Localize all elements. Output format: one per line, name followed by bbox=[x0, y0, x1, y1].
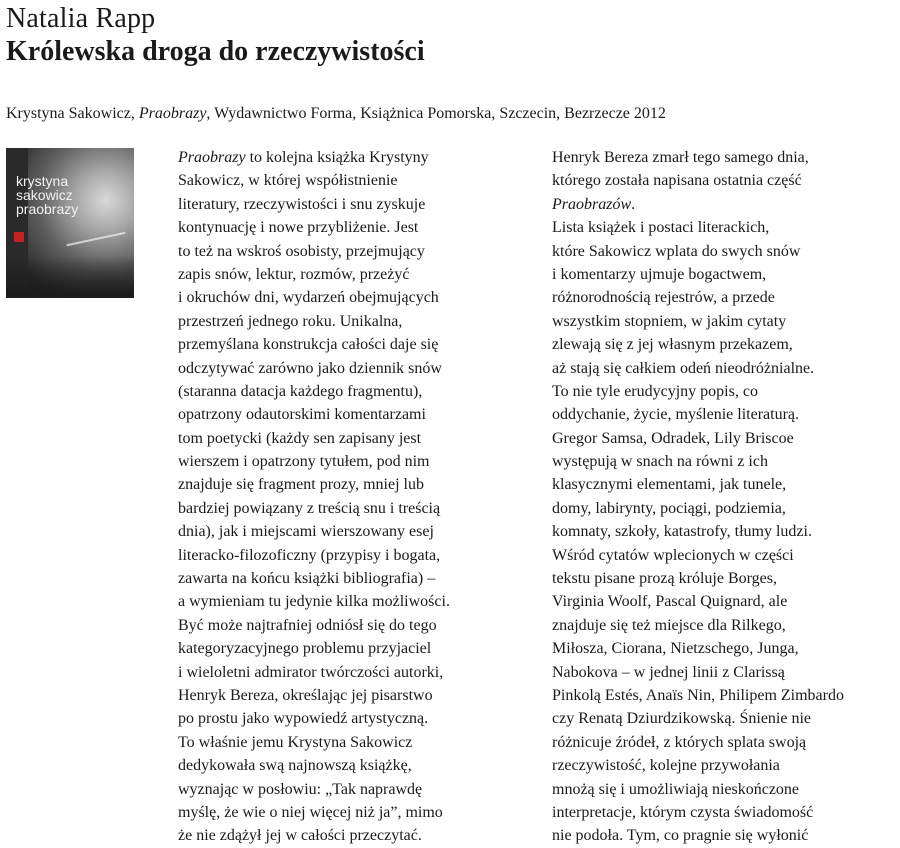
text-line: Nabokova – w jednej linii z Clarissą bbox=[552, 663, 785, 681]
text-line: Wśród cytatów wplecionych w części bbox=[552, 546, 794, 564]
text-line: i wieloletni admirator twórczości autorki, bbox=[178, 663, 444, 681]
text-line: Pinkolą Estés, Anaïs Nin, Philipem Zimbardo bbox=[552, 686, 844, 704]
text-line bbox=[552, 193, 898, 216]
article-title: Królewska droga do rzeczywistości bbox=[6, 36, 425, 67]
cover-line-author-first: krystyna bbox=[16, 173, 69, 189]
text-line: znajduje się też miejsce dla Rilkego, bbox=[552, 616, 786, 634]
text-line: kontynuację i nowe przybliżenie. Jest bbox=[178, 219, 419, 237]
text-line: Virginia Woolf, Pascal Quignard, ale bbox=[552, 593, 788, 611]
text-line: a wymieniam tu jedynie kilka możliwości. bbox=[178, 593, 450, 611]
text-line: Gregor Samsa, Odradek, Lily Briscoe bbox=[552, 429, 794, 447]
author-name: Natalia Rapp bbox=[6, 3, 156, 34]
text-line: mnożą się i umożliwiają nieskończone bbox=[552, 780, 800, 798]
text-line: które Sakowicz wplata do swych snów bbox=[552, 242, 801, 260]
text-line bbox=[178, 146, 510, 169]
text-line: dedykowała swą najnowszą książkę, bbox=[178, 757, 412, 775]
text-line: znajduje się fragment prozy, mniej lub bbox=[178, 476, 424, 494]
cover-text bbox=[16, 174, 78, 216]
bibliographic-note bbox=[6, 104, 666, 124]
text-line: To nie tyle erudycyjny popis, co bbox=[552, 382, 758, 400]
book-title-italic: Praobrazów bbox=[552, 195, 632, 213]
text-line: i okruchów dni, wydarzeń obejmujących bbox=[178, 289, 439, 307]
text-line: Być może najtrafniej odniósł się do tego bbox=[178, 616, 437, 634]
book-cover-image bbox=[6, 148, 134, 298]
cover-light-streak bbox=[66, 232, 125, 246]
text-line: literacko-filozoficzny (przypisy i bogata, bbox=[178, 546, 441, 564]
text-line: klasycznymi elementami, jak tunele, bbox=[552, 476, 787, 494]
cover-line-title: praobrazy bbox=[16, 201, 79, 217]
cover-line-author-last: sakowicz bbox=[16, 187, 73, 203]
book-title-italic: Praobrazy bbox=[178, 149, 246, 166]
bib-publication: , Wydawnictwo Forma, Książnica Pomorska, Szczecin, Bezrzecze 2012 bbox=[206, 105, 666, 122]
text-line: przemyślana konstrukcja całości daje się bbox=[178, 336, 439, 354]
text-line: Lista książek i postaci literackich, bbox=[552, 219, 770, 237]
text-line: występują w snach na równi z ich bbox=[552, 453, 768, 471]
bib-author: Krystyna Sakowicz, bbox=[6, 105, 139, 122]
text-line: tekstu pisane prozą króluje Borges, bbox=[552, 570, 777, 588]
text-line: to też na wskroś osobisty, przejmujący bbox=[178, 242, 425, 260]
text-column-left bbox=[178, 146, 510, 848]
cover-shade bbox=[6, 256, 134, 298]
text-line: komnaty, szkoły, katastrofy, tłumy ludzi. bbox=[552, 523, 812, 541]
left-column-lines bbox=[178, 169, 510, 847]
text-line: zlewają się z jej własnym przekazem, bbox=[552, 336, 793, 354]
text-line: nie podoła. Tym, co pragnie się wyłonić bbox=[552, 827, 809, 845]
text-line: interpretacje, którym czysta świadomość bbox=[552, 803, 814, 821]
cover-red-mark bbox=[14, 232, 24, 242]
text-line: którego została napisana ostatnia część bbox=[552, 172, 802, 190]
text-line: oddychanie, życie, myślenie literaturą. bbox=[552, 406, 800, 424]
text-column-right bbox=[552, 146, 898, 848]
text-line: czy Renatą Dziurdzikowską. Śnienie nie bbox=[552, 710, 812, 728]
text-line: dnia), jak i miejscami wierszowany esej bbox=[178, 523, 434, 541]
text-line: że nie zdążył jej w całości przeczytać. bbox=[178, 827, 422, 845]
right-column-lines bbox=[552, 216, 898, 848]
text-line: bardziej powiązany z treścią snu i treścią bbox=[178, 499, 441, 517]
text-line: To właśnie jemu Krystyna Sakowicz bbox=[178, 733, 413, 751]
text-line: domy, labirynty, pociągi, podziemia, bbox=[552, 499, 786, 517]
text-fragment: to kolejna książka Krystyny bbox=[245, 149, 429, 166]
bib-book-title: Praobrazy bbox=[138, 105, 207, 122]
text-line: i komentarzy ujmuje bogactwem, bbox=[552, 265, 767, 283]
text-line: tom poetycki (każdy sen zapisany jest bbox=[178, 429, 422, 447]
text-line: przestrzeń jednego roku. Unikalna, bbox=[178, 312, 403, 330]
text-fragment: . bbox=[631, 195, 636, 213]
text-line: Henryk Bereza, określając jej pisarstwo bbox=[178, 686, 433, 704]
text-line: różnorodnością rejestrów, a przede bbox=[552, 289, 775, 307]
text-line: wierszem i opatrzony tytułem, pod nim bbox=[178, 453, 430, 471]
text-line: Miłosza, Ciorana, Nietzschego, Junga, bbox=[552, 640, 799, 658]
text-line: Henryk Bereza zmarł tego samego dnia, bbox=[552, 149, 809, 166]
text-line: kategoryzacyjnego problemu przyjaciel bbox=[178, 640, 432, 658]
text-line: opatrzony odautorskimi komentarzami bbox=[178, 406, 426, 424]
text-line: rzeczywistość, kolejne przywołania bbox=[552, 757, 780, 775]
text-line: zawarta na końcu książki bibliografia) – bbox=[178, 570, 436, 588]
text-line: wszystkim stopniem, w jakim cytaty bbox=[552, 312, 787, 330]
text-line: różnicuje źródeł, z których splata swoją bbox=[552, 733, 807, 751]
text-line: myślę, że wie o niej więcej niż ja”, mimo bbox=[178, 803, 443, 821]
text-line: odczytywać zarówno jako dziennik snów bbox=[178, 359, 442, 377]
text-line: (staranna datacja każdego fragmentu), bbox=[178, 382, 423, 400]
text-line: aż stają się całkiem odeń nieodróżnialne. bbox=[552, 359, 815, 377]
text-line: po prostu jako wypowiedź artystyczną. bbox=[178, 710, 429, 728]
text-line: literatury, rzeczywistości i snu zyskuje bbox=[178, 195, 426, 213]
text-line: wyznając w posłowiu: „Tak naprawdę bbox=[178, 780, 423, 798]
text-line: Sakowicz, w której współistnienie bbox=[178, 172, 398, 190]
text-line: zapis snów, lektur, rozmów, przeżyć bbox=[178, 265, 410, 283]
